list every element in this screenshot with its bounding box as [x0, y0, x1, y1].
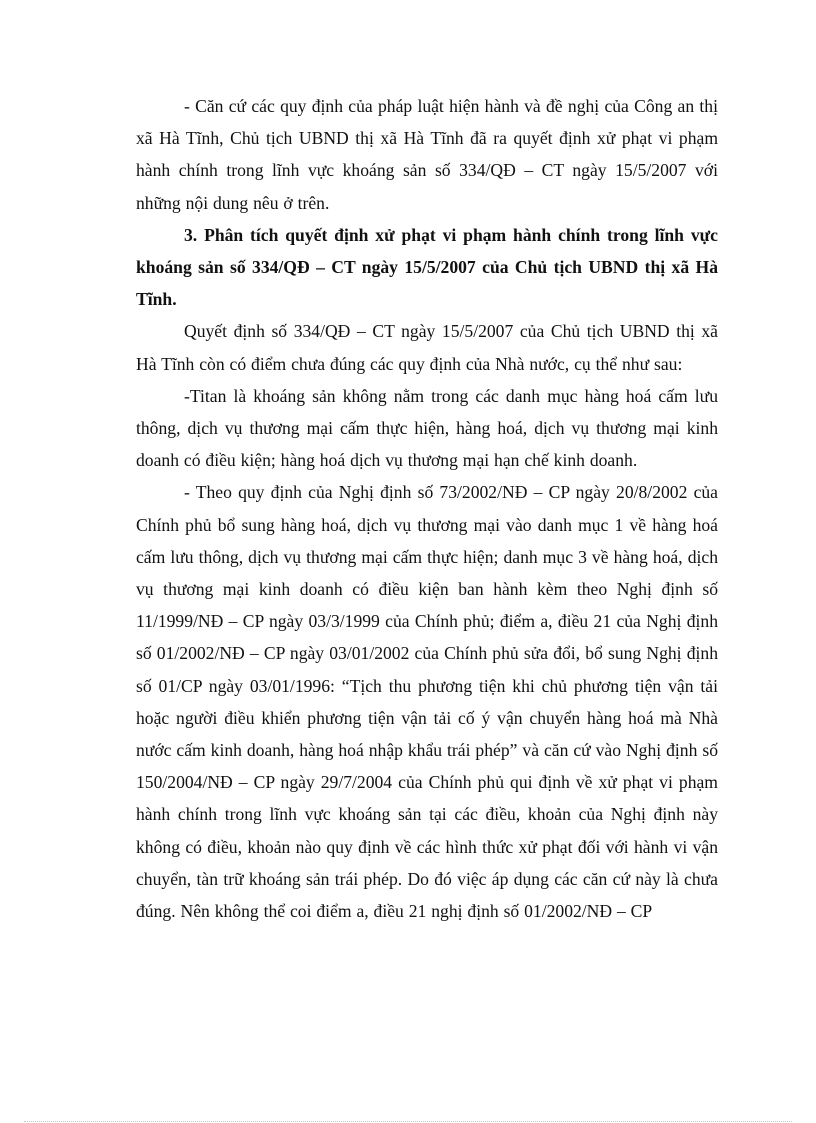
paragraph-decision-issues: Quyết định số 334/QĐ – CT ngày 15/5/2007 của Chủ tịch UBND thị xã Hà Tĩnh còn có điểm chưa đúng các quy định của Nhà nước, cụ thể như sau:: [136, 321, 718, 374]
section-heading-3: 3. Phân tích quyết định xử phạt vi phạm hành chính trong lĩnh vực khoáng sản số 334/QĐ – CT ngày 15/5/2007 của Chủ tịch UBND thị xã Hà Tĩnh.: [136, 224, 718, 310]
paragraph-titan: -Titan là khoáng sản không nằm trong các danh mục hàng hoá cấm lưu thông, dịch vụ thương mại cấm thực hiện, hàng hoá, dịch vụ thương mại kinh doanh có điều kiện; hàng hoá dịch vụ thương mại hạn chế kinh doanh.: [136, 385, 718, 471]
paragraph-decree-analysis: - Theo quy định của Nghị định số 73/2002/NĐ – CP ngày 20/8/2002 của Chính phủ bổ sung hàng hoá, dịch vụ thương mại vào danh mục 1 về hàng hoá cấm lưu thông, dịch vụ thương mại cấm thực hiện; danh mục 3 về hàng hoá, dịch vụ thương mại kinh doanh có điều kiện ban hành kèm theo Nghị định số 11/1999/NĐ – CP ngày 03/3/1999 của Chính phủ; điểm a, điều 21 của Nghị định số 01/2002/NĐ – CP ngày 03/01/2002 của Chính phủ sửa đổi, bổ sung Nghị định số 01/CP ngày 03/01/1996: “Tịch thu phương tiện khi chủ phương tiện vận tải hoặc người điều khiển phương tiện vận tải cố ý vận chuyển hàng hoá mà Nhà nước cấm kinh doanh, hàng hoá nhập khẩu trái phép” và căn cứ vào Nghị định số 150/2004/NĐ – CP ngày 29/7/2004 của Chính phủ qui định về xử phạt vi phạm hành chính trong lĩnh vực khoáng sản tại các điều, khoản của Nghị định này không có điều, khoản nào quy định về các hình thức xử phạt đối với hành vi vận chuyển, tàn trữ khoáng sản trái phép. Do đó việc áp dụng các căn cứ này là chưa đúng. Nên không thể coi điểm a, điều 21 nghị định số 01/2002/NĐ – CP: [136, 482, 718, 922]
paragraph-legal-basis: - Căn cứ các quy định của pháp luật hiện hành và đề nghị của Công an thị xã Hà Tĩnh, Chủ tịch UBND thị xã Hà Tĩnh đã ra quyết định xử phạt vi phạm hành chính trong lĩnh vực khoáng sản số 334/QĐ – CT ngày 15/5/2007 với những nội dung nêu ở trên.: [136, 96, 718, 213]
document-body: [136, 90, 718, 927]
page-bottom-divider: [24, 1121, 792, 1122]
